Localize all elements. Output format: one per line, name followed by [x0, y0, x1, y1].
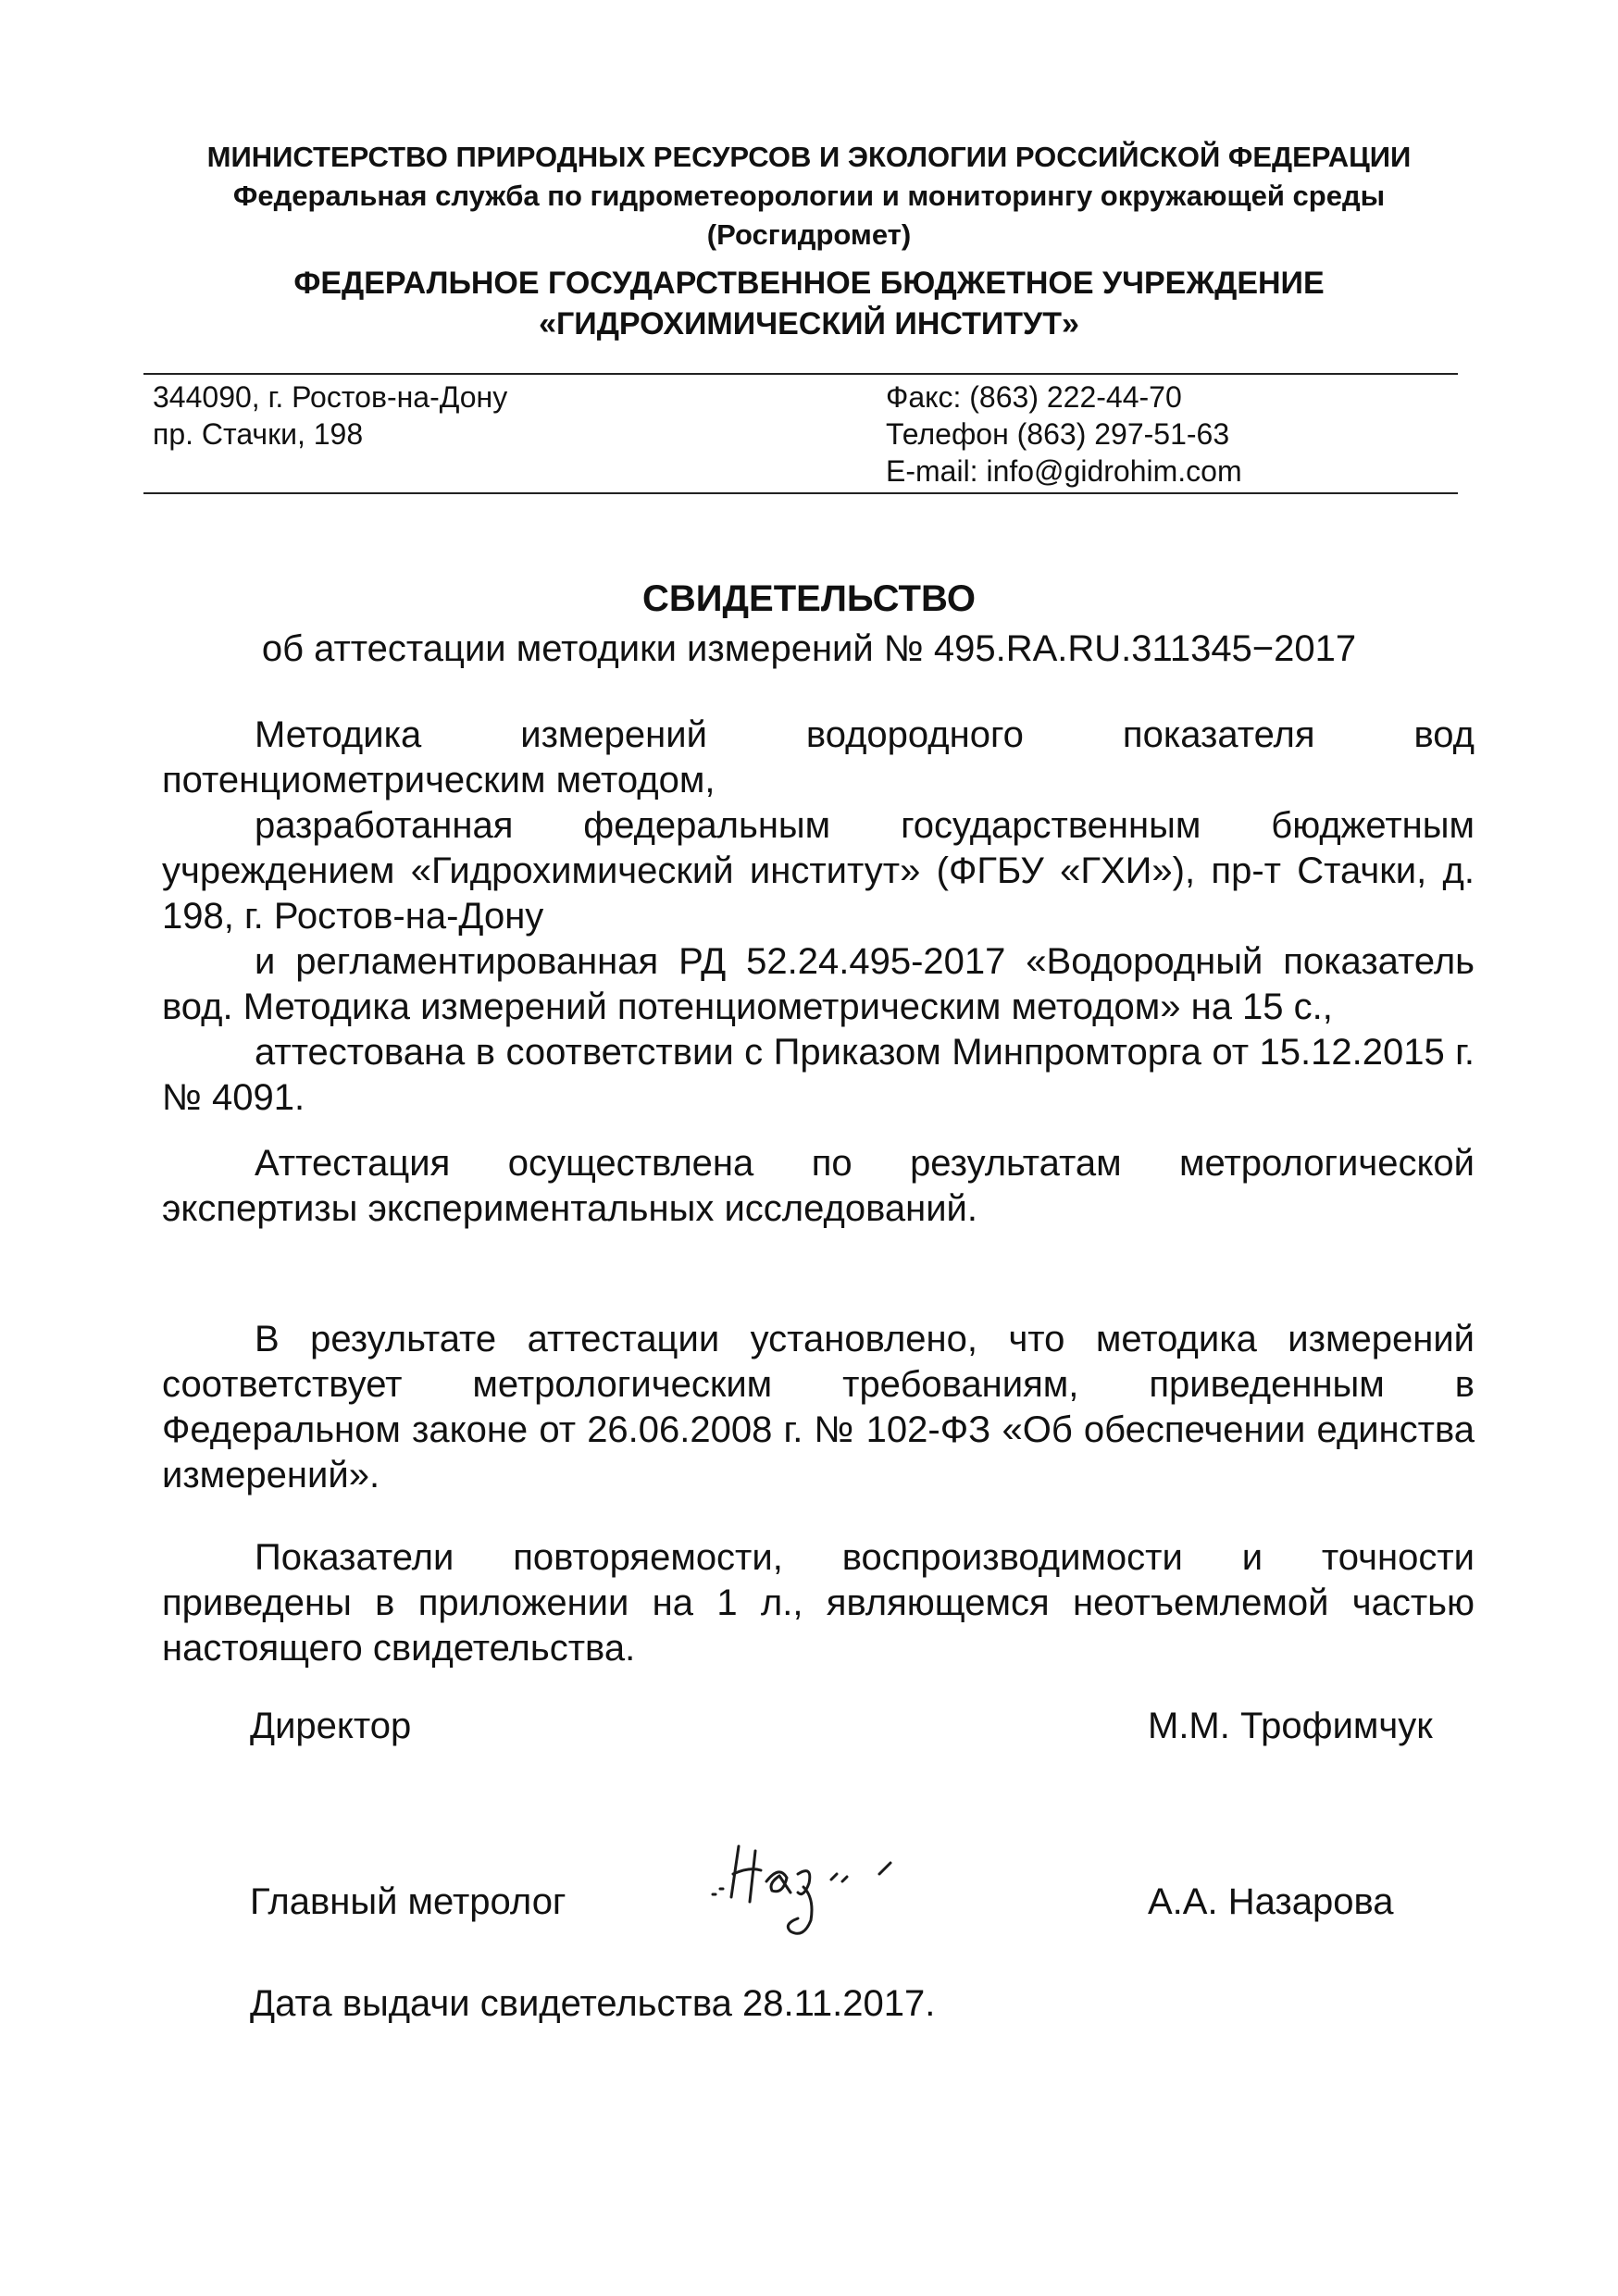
header-bottom-divider — [143, 492, 1458, 494]
metrologist-title: Главный метролог — [250, 1881, 566, 1922]
header-top-divider — [143, 373, 1458, 375]
institution-heading-line1: ФЕДЕРАЛЬНОЕ ГОСУДАРСТВЕННОЕ БЮДЖЕТНОЕ УЧРЕЖДЕНИЕ — [293, 266, 1325, 301]
address-city: 344090, г. Ростов-на-Дону — [153, 380, 508, 414]
director-name: М.М. Трофимчук — [1148, 1706, 1433, 1746]
paragraph-method-name: Методика измерений водородного показателя вод потенциометрическим методом, — [162, 714, 1475, 800]
paragraph-certification: аттестована в соответствии с Приказом Минпромторга от 15.12.2015 г. № 4091. — [162, 1032, 1475, 1118]
institution-heading-line2: «ГИДРОХИМИЧЕСКИЙ ИНСТИТУТ» — [539, 306, 1079, 341]
paragraph-expertise: Аттестация осуществлена по результатам метрологической экспертизы экспериментальных исследований. — [162, 1143, 1475, 1229]
service-heading: Федеральная служба по гидрометеорологии и мониторингу окружающей среды — [232, 180, 1386, 212]
document-body — [162, 713, 1475, 1671]
ministry-heading: МИНИСТЕРСТВО ПРИРОДНЫХ РЕСУРСОВ И ЭКОЛОГИИ РОССИЙСКОЙ ФЕДЕРАЦИИ — [206, 141, 1412, 173]
paragraph-indicators: Показатели повторяемости, воспроизводимости и точности приведены в приложении на 1 л., являющемся неотъемлемой частью настоящего свидетельства. — [162, 1537, 1475, 1669]
contact-email: E-mail: info@gidrohim.com — [886, 454, 1242, 488]
issue-date: Дата выдачи свидетельства 28.11.2017. — [250, 1983, 936, 2024]
paragraph-result: В результате аттестации установлено, что методика измерений соответствует метрологическим требованиям, приведенным в Федеральном законе от 26.06.2008 г. № 102-ФЗ «Об обеспечении единства измерений». — [162, 1319, 1475, 1496]
paragraph-developer: разработанная федеральным государственным бюджетным учреждением «Гидрохимический институт» (ФГБУ «ГХИ»), пр-т Стачки, д. 198, г. Ростов-на-Дону — [162, 805, 1475, 937]
address-street: пр. Стачки, 198 — [153, 417, 364, 451]
document-subtitle: об аттестации методики измерений № 495.RA.RU.311345−2017 — [261, 628, 1357, 669]
paragraph-regulation: и регламентированная РД 52.24.495-2017 «Водородный показатель вод. Методика измерений потенциометрическим методом» на 15 с., — [162, 941, 1475, 1027]
director-title: Директор — [250, 1706, 412, 1746]
contact-phone: Телефон (863) 297-51-63 — [886, 417, 1230, 451]
service-short-heading: (Росгидромет) — [706, 218, 912, 251]
metrologist-signature-image — [694, 1809, 972, 1948]
contact-fax: Факс: (863) 222-44-70 — [886, 380, 1182, 414]
document-title: СВИДЕТЕЛЬСТВО — [642, 578, 976, 619]
metrologist-name: А.А. Назарова — [1148, 1881, 1394, 1922]
